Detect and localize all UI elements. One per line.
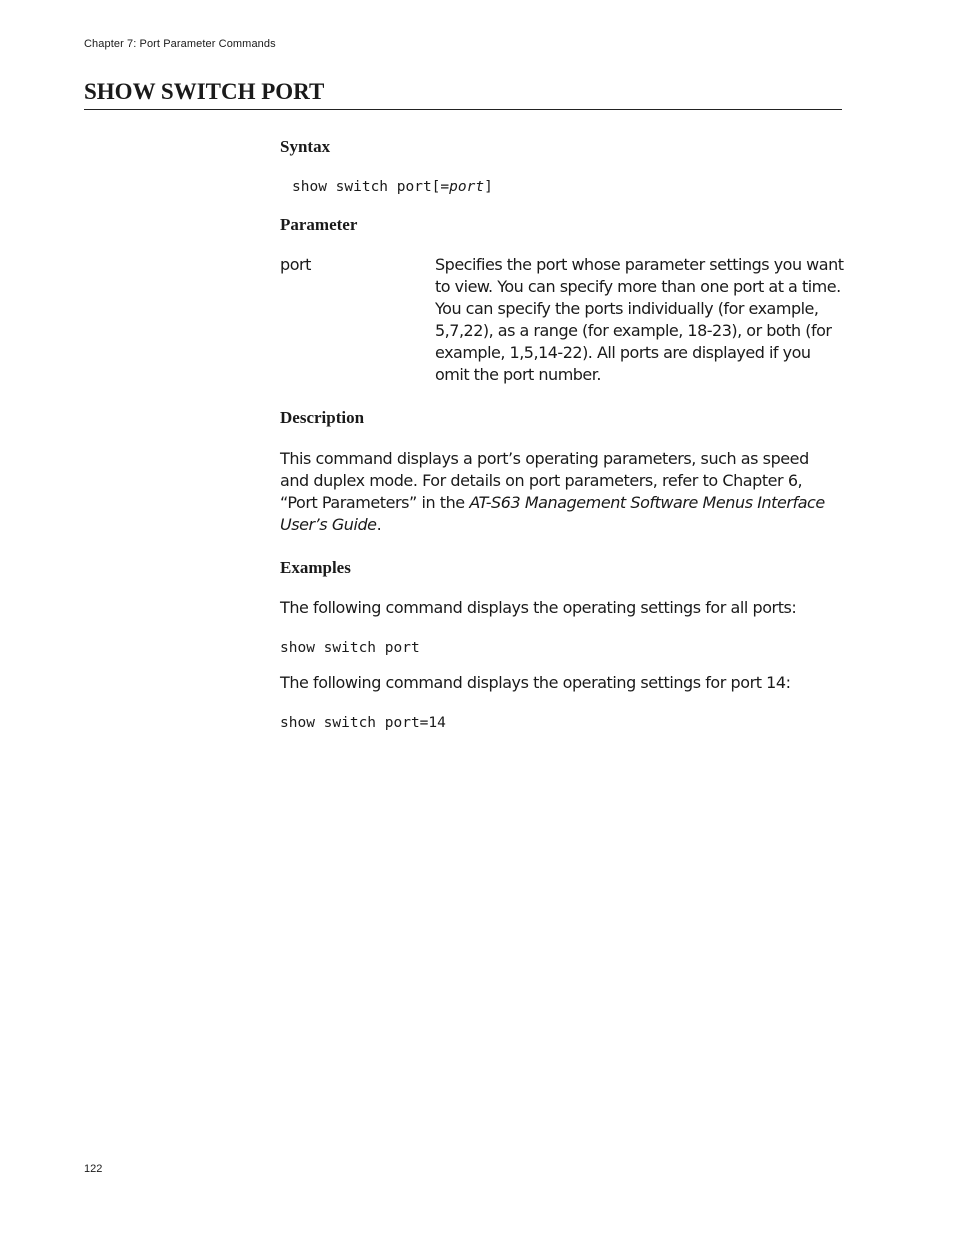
description-text-before: This command displays a port’s operating parameters, such as speed and duplex mode. For details on port parameters, refer to Chapter 6, “Port Parameters” in the <box>280 449 809 512</box>
description-text-after: . <box>376 515 382 534</box>
syntax-heading: Syntax <box>280 137 331 156</box>
guide-title: AT-S63 Management Software Menus Interface User’s Guide <box>280 493 825 534</box>
example-command: show switch port <box>280 640 420 656</box>
example-command: show switch port=14 <box>280 715 446 731</box>
parameter-heading: Parameter <box>280 215 358 234</box>
syntax-command-suffix: ] <box>484 179 493 195</box>
syntax-command-param: port <box>449 179 485 195</box>
running-head: Chapter 7: Port Parameter Commands <box>84 38 276 50</box>
example-text: The following command displays the operating settings for all ports: <box>280 598 797 617</box>
title-rule <box>84 109 842 110</box>
syntax-command <box>292 178 493 196</box>
description-heading: Description <box>280 408 365 427</box>
description-text <box>280 448 828 536</box>
syntax-command-prefix: show switch port[= <box>292 179 450 195</box>
page-title: SHOW SWITCH PORT <box>84 79 325 104</box>
parameter-name: port <box>280 255 311 274</box>
parameter-description: Specifies the port whose parameter settings you want to view. You can specify more than one port at a time. You can specify the ports individually (for example, 5,7,22), as a range (for example, 18-23), or both (for example, 1,5,14-22). All ports are displayed if you omit the port number. <box>435 255 844 384</box>
page-number: 122 <box>84 1163 103 1175</box>
example-text: The following command displays the operating settings for port 14: <box>280 673 791 692</box>
examples-heading: Examples <box>280 558 351 577</box>
